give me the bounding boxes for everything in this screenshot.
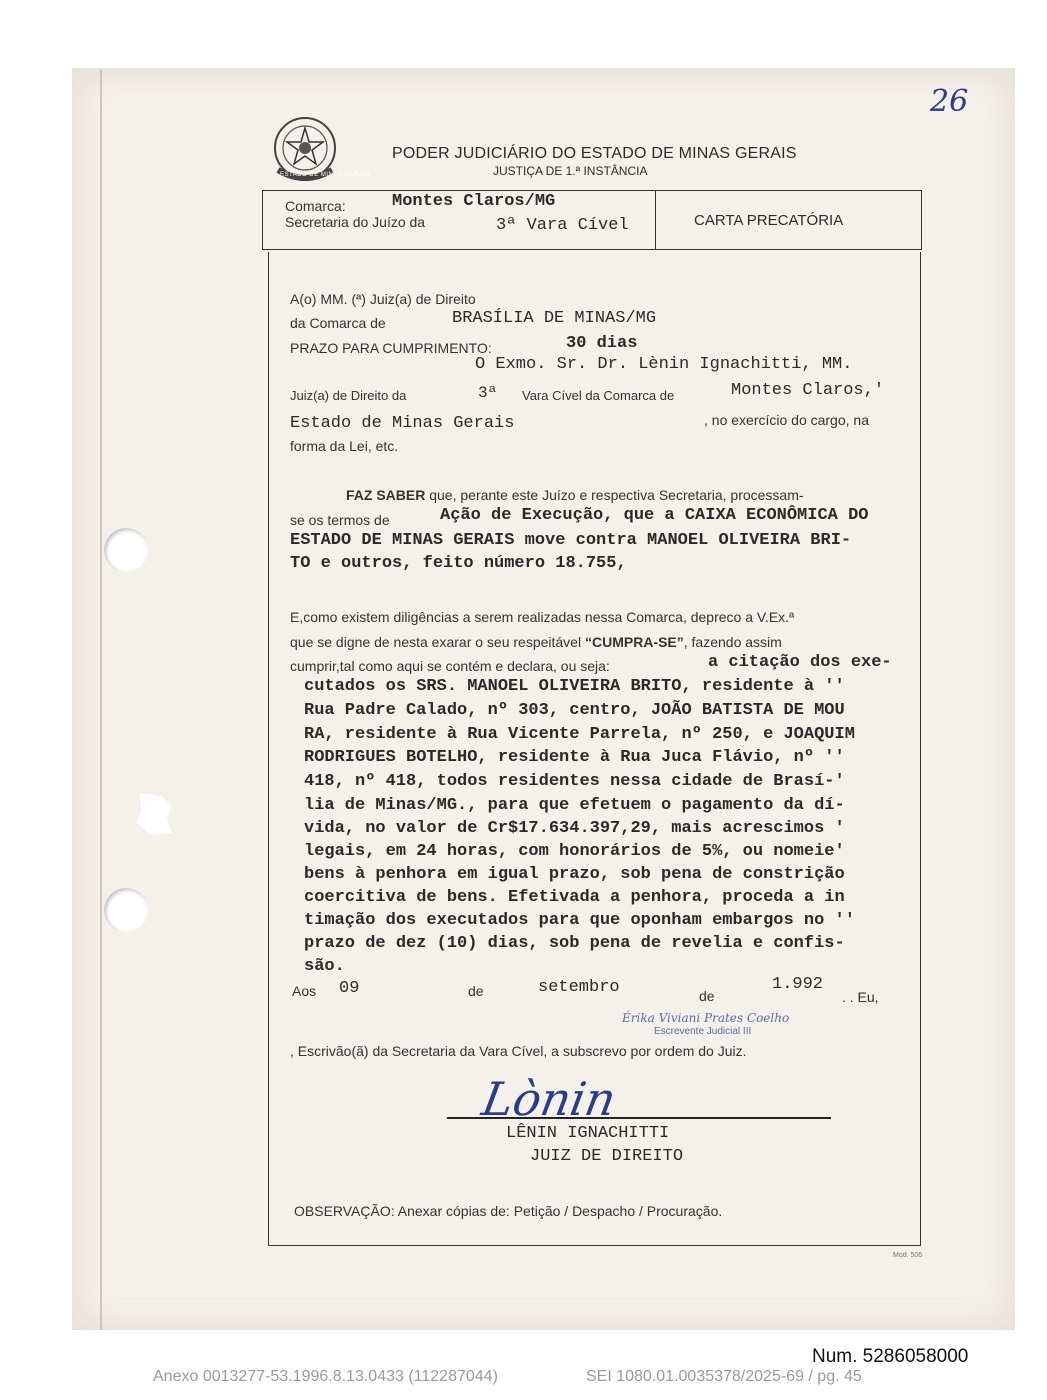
comarca-label: Comarca: <box>285 198 346 214</box>
handwritten-page-mark: 26 <box>930 84 969 119</box>
deprecation-line3-label: cumprir,tal como aqui se contém e declara, ou seja: <box>290 658 610 674</box>
date-month: setembro <box>538 978 620 997</box>
sheet-fold-line <box>100 70 102 1330</box>
header-subtitle: JUSTIÇA DE 1.ª INSTÂNCIA <box>493 164 648 178</box>
addressee-comarca-value: BRASÍLIA DE MINAS/MG <box>452 309 657 328</box>
faz-saber-line1: FAZ SABER que, perante este Juízo e respectiva Secretaria, processam- <box>346 487 804 503</box>
typed-body-line: Rua Padre Calado, nº 303, centro, JOÃO BATISTA DE MOU <box>304 701 845 720</box>
comarca-origin-value: Montes Claros,' <box>731 381 885 400</box>
document-number: Num. 5286058000 <box>812 1346 969 1367</box>
date-year: 1.992 <box>772 975 824 994</box>
secretaria-label: Secretaria do Juízo da <box>285 214 426 230</box>
signature-line <box>447 1117 831 1119</box>
juiz-label: Juiz(a) de Direito da <box>290 388 407 403</box>
vara-number: 3ª <box>478 384 498 402</box>
typed-body-line: cutados os SRS. MANOEL OLIVEIRA BRITO, residente à '' <box>304 677 845 696</box>
forma-label: forma da Lei, etc. <box>290 438 399 454</box>
form-code: Mod. 506 <box>893 1252 923 1259</box>
date-eu-label: . . Eu, <box>842 989 879 1005</box>
clerk-signature-stamp: Érika Viviani Prates Coelho <box>622 1011 790 1025</box>
prazo-value: 30 dias <box>566 334 638 353</box>
typed-body-line: bens à penhora em igual prazo, sob pena de constrição <box>304 865 845 884</box>
annex-reference: Anexo 0013277-53.1996.8.13.0433 (112287044) <box>153 1368 498 1385</box>
typed-body-line: 418, nº 418, todos residentes nessa cidade de Brasí-' <box>304 772 845 791</box>
typed-body-line: legais, em 24 horas, com honorários de 5%, ou nomeie' <box>304 842 845 861</box>
faz-saber-label: se os termos de <box>290 512 390 528</box>
punch-hole-bottom <box>104 888 148 932</box>
date-de-label-2: de <box>699 988 715 1004</box>
sei-reference: SEI 1080.01.0035378/2025-69 / pg. 45 <box>586 1368 862 1385</box>
date-de-label: de <box>468 983 484 999</box>
faz-saber-line3: ESTADO DE MINAS GERAIS move contra MANOEL OLIVEIRA BRI- <box>290 531 852 550</box>
clerk-line: , Escrivão(ã) da Secretaria da Vara Cível, a subscrevo por ordem do Juiz. <box>290 1043 747 1059</box>
comarca-value: Montes Claros/MG <box>392 192 556 211</box>
crest-banner-text: ESTADO DE MINAS GERAIS <box>280 172 371 178</box>
typed-body-line: coercitiva de bens. Efetivada a penhora, proceda a in <box>304 888 845 907</box>
addressee-line1: A(o) MM. (ª) Juiz(a) de Direito <box>290 291 476 307</box>
document-type: CARTA PRECATÓRIA <box>694 212 844 229</box>
typed-body-line: prazo de dez (10) dias, sob pena de revelia e confis- <box>304 934 845 953</box>
judge-title: JUIZ DE DIREITO <box>530 1147 684 1166</box>
secretaria-value: 3ª Vara Cível <box>496 216 629 235</box>
faz-saber-line4: TO e outros, feito número 18.755, <box>290 554 627 573</box>
deprecation-line2: que se digne de nesta exarar o seu respeitável “CUMPRA-SE”, fazendo assim <box>290 634 782 650</box>
header-title: PODER JUDICIÁRIO DO ESTADO DE MINAS GERAIS <box>392 145 797 162</box>
judge-handwritten-signature: Lònin <box>478 1072 620 1126</box>
deprecation-line3-value: a citação dos exe- <box>708 653 892 672</box>
exercicio-label: , no exercício do cargo, na <box>704 412 869 428</box>
typed-body-line: timação dos executados para que oponham embargos no '' <box>304 911 855 930</box>
typed-body-line: lia de Minas/MG., para que efetuem o pagamento da dí- <box>304 796 845 815</box>
vara-label: Vara Cível da Comarca de <box>522 388 675 403</box>
prazo-label: PRAZO PARA CUMPRIMENTO: <box>290 340 492 356</box>
addressee-comarca-label: da Comarca de <box>290 315 386 331</box>
typed-body-line: vida, no valor de Cr$17.634.397,29, mais acrescimos ' <box>304 819 845 838</box>
judge-intro-line: O Exmo. Sr. Dr. Lènin Ignachitti, MM. <box>475 355 853 374</box>
typed-body-line: são. <box>304 957 345 976</box>
clerk-role-stamp: Escrevente Judicial III <box>654 1026 752 1037</box>
typed-body-line: RODRIGUES BOTELHO, residente à Rua Juca Flávio, nº '' <box>304 748 845 767</box>
case-header-divider <box>655 190 656 250</box>
judge-name: LÊNIN IGNACHITTI <box>506 1124 670 1143</box>
typed-body-line: RA, residente à Rua Vicente Parrela, nº 250, e JOAQUIM <box>304 725 855 744</box>
observacao-note: OBSERVAÇÃO: Anexar cópias de: Petição / Despacho / Procuração. <box>294 1203 723 1219</box>
punch-hole-top <box>104 528 148 572</box>
deprecation-line1: E,como existem diligências a serem realizadas nessa Comarca, depreco a V.Ex.ª <box>290 609 795 625</box>
faz-saber-action: Ação de Execução, que a CAIXA ECONÔMICA DO <box>440 506 869 525</box>
date-aos-label: Aos <box>292 983 317 999</box>
estado-value: Estado de Minas Gerais <box>290 414 515 433</box>
date-day: 09 <box>339 979 360 998</box>
